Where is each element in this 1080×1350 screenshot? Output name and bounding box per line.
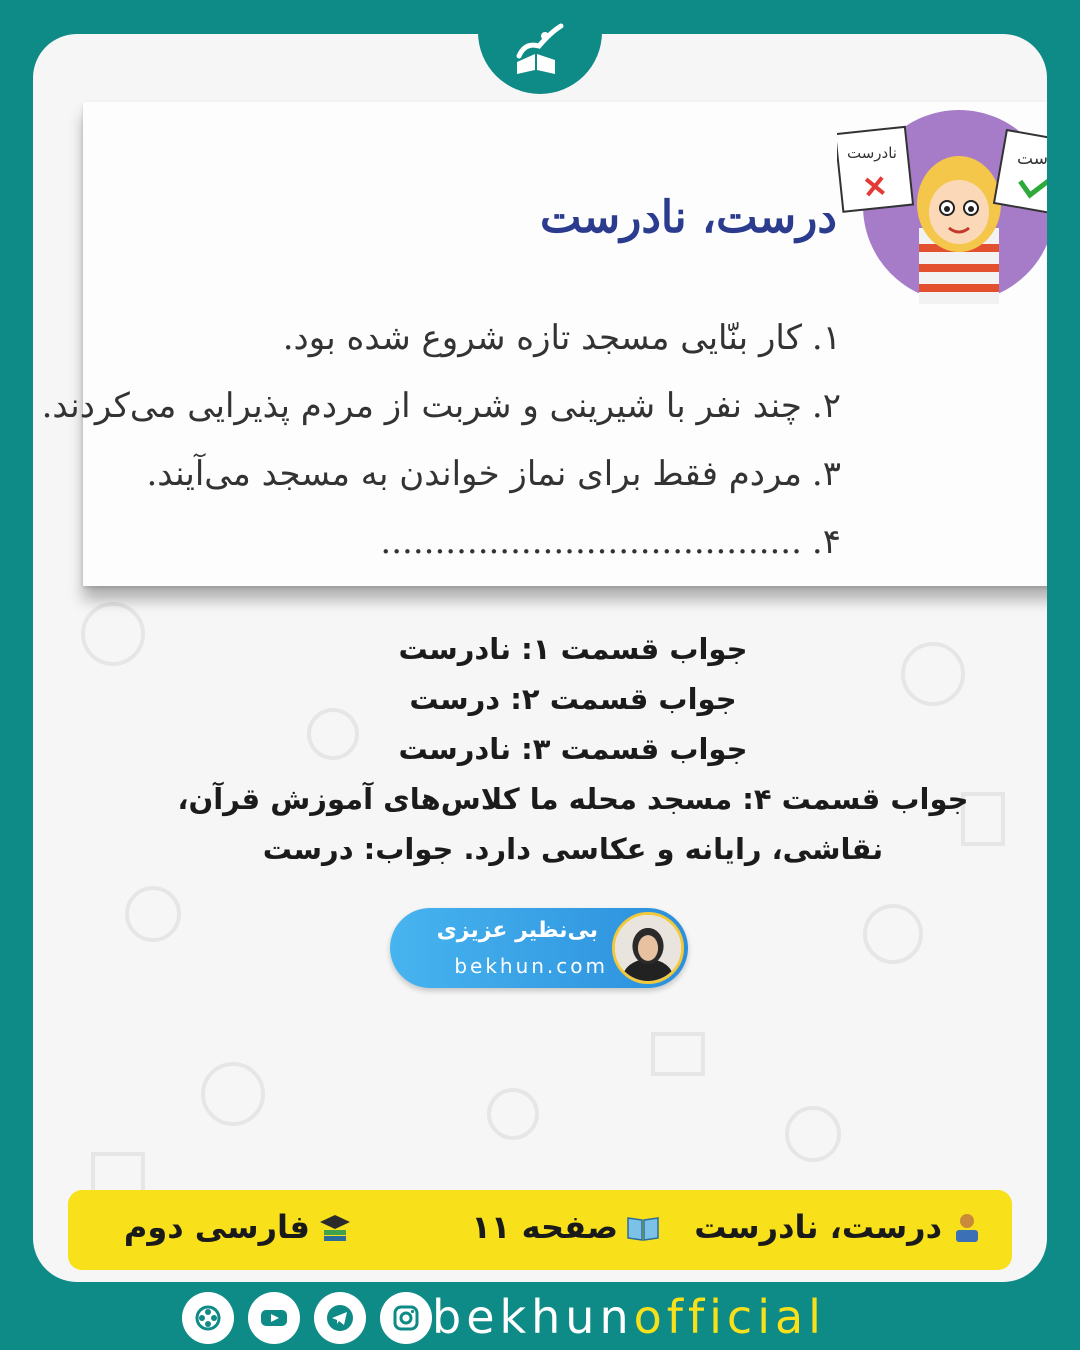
teacher-icon — [950, 1210, 984, 1244]
question-4: ۴........................................ — [380, 522, 841, 562]
youtube-icon[interactable] — [248, 1292, 300, 1344]
question-1: ۱.کار بنّایی مسجد تازه شروع شده بود. — [282, 318, 841, 358]
right-card-label: درست — [1017, 149, 1064, 169]
graduation-cap-icon — [318, 1210, 352, 1244]
brand-main: bekhun — [432, 1290, 634, 1344]
author-avatar — [612, 912, 684, 984]
lesson-info-bar — [68, 1190, 1012, 1270]
author-badge[interactable] — [390, 908, 688, 988]
page-item: صفحه ۱۱ — [471, 1208, 660, 1246]
open-book-icon — [626, 1210, 660, 1244]
subject-item: فارسی دوم — [124, 1208, 352, 1246]
question-3: ۳.مردم فقط برای نماز خواندن به مسجد می‌آیند. — [146, 454, 841, 494]
instagram-icon[interactable] — [380, 1292, 432, 1344]
author-site: bekhun.com — [454, 954, 608, 978]
girl-with-cards-illustration — [837, 108, 1064, 304]
social-links — [182, 1292, 432, 1344]
author-name: بی‌نظیر عزیزی — [436, 918, 598, 943]
wrong-card-label: نادرست — [847, 144, 897, 162]
footer-brand[interactable] — [432, 1290, 826, 1344]
answer-line-5: نقاشی، رایانه و عکاسی دارد. جواب: درست — [262, 832, 884, 866]
answer-line-3: جواب قسمت ۳: نادرست — [398, 732, 748, 766]
bekhun-logo-icon — [505, 12, 575, 82]
textbook-excerpt — [41, 102, 1064, 586]
brand-accent: official — [633, 1290, 826, 1344]
aparat-icon[interactable] — [182, 1292, 234, 1344]
answers-block — [113, 624, 1033, 874]
answer-line-2: جواب قسمت ۲: درست — [409, 682, 737, 716]
content-card — [33, 34, 1064, 1282]
telegram-icon[interactable] — [314, 1292, 366, 1344]
exercise-title: درست، نادرست — [540, 192, 837, 243]
answer-line-1: جواب قسمت ۱: نادرست — [398, 632, 748, 666]
answer-line-4: جواب قسمت ۴: مسجد محله ما کلاس‌های آموزش قرآن، — [177, 782, 969, 816]
question-2: ۲.چند نفر با شیرینی و شربت از مردم پذیرایی می‌کردند. — [41, 386, 841, 426]
topic-item: درست، نادرست — [694, 1208, 984, 1246]
